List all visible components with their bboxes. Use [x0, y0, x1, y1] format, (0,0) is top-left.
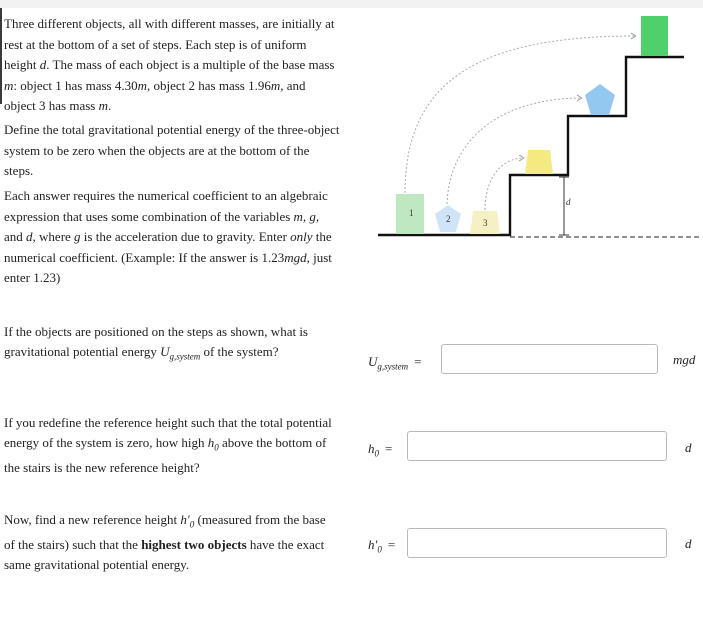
- define-paragraph: Define the total gravitational potential energy of the three-object system to be zero when the objects are at the bottom of the steps.: [4, 122, 340, 179]
- square-object-1: [641, 16, 668, 56]
- u-system-input[interactable]: [441, 344, 658, 374]
- object-2-label: 2: [446, 214, 451, 224]
- path-object-3: [485, 158, 524, 210]
- question-1-text: If the objects are positioned on the steps as shown, what is gravitational potential energy $U_{g,system}$ of the system?: [4, 324, 308, 362]
- h0-label: $h_0$ =: [368, 441, 393, 459]
- object-1-label: 1: [409, 208, 414, 218]
- left-rule: [0, 8, 2, 104]
- answer-note-paragraph: Each answer requires the numerical coefficient to an algebraic expression that uses some combination of the variables m, g, and d, where g is the acceleration due to gravity. Enter only the numerical coefficient. (Example: If the answer is 1.23mgd, just enter 1.23): [4, 188, 332, 286]
- step-height-label: d: [566, 197, 571, 207]
- u-system-unit: mgd: [673, 352, 696, 367]
- h0-prime-unit: d: [685, 536, 692, 551]
- intro-paragraph: Three different objects, all with different masses, are initially at rest at the bottom of a set of steps. Each step is of uniform height d. The mass of each object is a multiple of the base mass m: object 1 has mass 4.30m, object 2 has mass 1.96m, and object 3 has mass m.: [4, 16, 335, 114]
- trapezoid-object-3: [525, 150, 553, 174]
- h0-unit: d: [685, 440, 692, 455]
- pentagon-object-2: [585, 84, 615, 115]
- h0-input[interactable]: [407, 431, 667, 461]
- question-2-text: If you redefine the reference height such that the total potential energy of the system is zero, how high $h_0$ above the bottom of the stairs is the new reference height?: [4, 415, 332, 475]
- h0-prime-input[interactable]: [407, 528, 667, 558]
- steps-diagram: [370, 10, 703, 245]
- path-object-2: [447, 98, 582, 208]
- top-bar: [0, 0, 703, 8]
- object-3-label: 3: [483, 218, 488, 228]
- u-system-label: $U_{g,system}$ =: [368, 354, 422, 372]
- h0-prime-label: $h'_0$ =: [368, 537, 396, 555]
- question-3-text: Now, find a new reference height $h'_0$ (measured from the base of the stairs) such that the highest two objects have the exact same gravitational potential energy.: [4, 512, 326, 572]
